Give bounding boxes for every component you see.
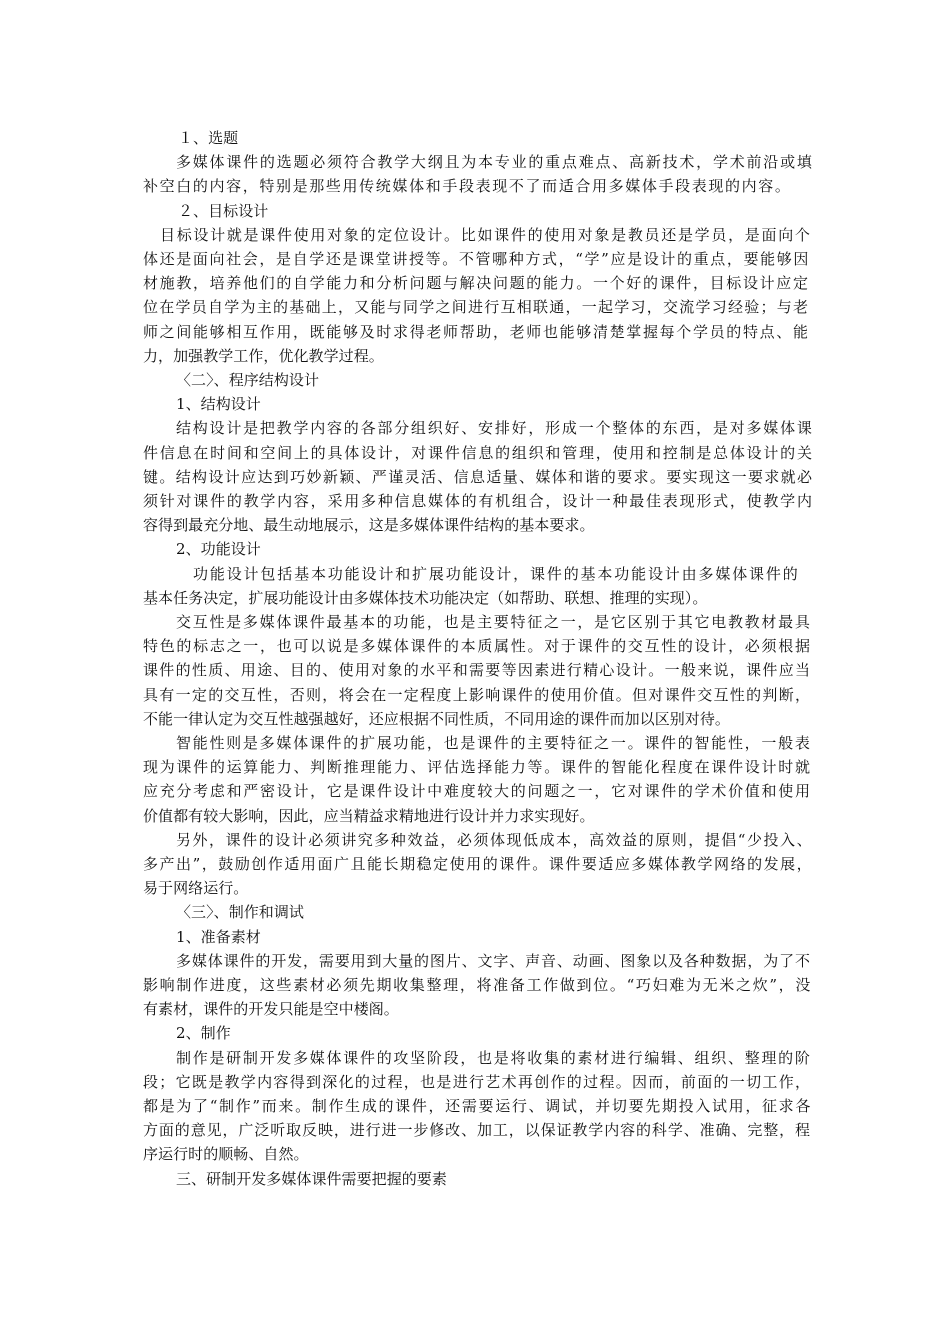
text-line: 〈二〉、程序结构设计 — [176, 371, 320, 389]
text-line: 材施教，培养他们的自学能力和分析问题与解决问题的能力。一个好的课件，目标设计应定 — [143, 274, 810, 292]
text-line: 1、准备素材 — [176, 928, 261, 946]
text-line: 多媒体课件的开发，需要用到大量的图片、文字、声音、动画、图象以及各种数据，为了不 — [176, 952, 811, 970]
text-line: ２、目标设计 — [178, 202, 269, 220]
text-line: 三、研制开发多媒体课件需要把握的要素 — [176, 1170, 447, 1188]
text-line: 键。结构设计应达到巧妙新颖、严谨灵活、信息适量、媒体和谐的要求。要实现这一要求就必 — [143, 468, 814, 486]
text-line: 另外，课件的设计必须讲究多种效益，必须体现低成本，高效益的原则，提倡“少投入、 — [176, 831, 814, 849]
text-line: 方面的意见，广泛听取反映，进行进一步修改、加工，以保证教学内容的科学、准确、完整，程 — [143, 1121, 811, 1139]
text-line: 2、功能设计 — [176, 540, 261, 558]
text-line: 师之间能够相互作用，既能够及时求得老师帮助，老师也能够清楚掌握每个学员的特点、能 — [143, 323, 810, 341]
text-line: 容得到最充分地、最生动地展示，这是多媒体课件结构的基本要求。 — [143, 516, 595, 534]
text-line: 2、制作 — [176, 1024, 231, 1042]
text-line: 课件的性质、用途、目的、使用对象的水平和需要等因素进行精心设计。一般来说，课件应当 — [143, 661, 812, 679]
text-line: 应充分考虑和严密设计，它是课件设计中难度较大的问题之一，它对课件的学术价值和使用 — [143, 782, 812, 800]
text-line: 易于网络运行。 — [143, 879, 249, 897]
text-line: 目标设计就是课件使用对象的定位设计。比如课件的使用对象是教员还是学员，是面向个 — [160, 226, 812, 244]
text-line: 交互性是多媒体课件最基本的功能，也是主要特征之一，是它区别于其它电教教材最具 — [176, 613, 812, 631]
text-line: 价值都有较大影响，因此，应当精益求精地进行设计并力求实现好。 — [143, 807, 595, 825]
text-line: 位在学员自学为主的基础上，又能与同学之间进行互相联通，一起学习，交流学习经验；与老 — [143, 298, 810, 316]
text-line: 特色的标志之一，也可以说是多媒体课件的本质属性。对于课件的交互性的设计，必须根据 — [143, 637, 812, 655]
text-line: 补空白的内容，特别是那些用传统媒体和手段表现不了而适合用多媒体手段表现的内容。 — [143, 177, 792, 195]
text-line: 智能性则是多媒体课件的扩展功能，也是课件的主要特征之一。课件的智能性，一般表 — [176, 734, 812, 752]
text-line: 结构设计是把教学内容的各部分组织好、安排好，形成一个整体的东西，是对多媒体课 — [176, 419, 814, 437]
text-line: 多媒体课件的选题必须符合教学大纲且为本专业的重点难点、高新技术，学术前沿或填 — [176, 153, 814, 171]
text-line: 都是为了“制作”而来。制作生成的课件，还需要运行、调试，并切要先期投入试用，征求各 — [143, 1097, 813, 1115]
text-line: 现为课件的运算能力、判断推理能力、评估选择能力等。课件的智能化程度在课件设计时就 — [143, 758, 812, 776]
text-line: 制作是研制开发多媒体课件的攻坚阶段，也是将收集的素材进行编辑、组织、整理的阶 — [176, 1049, 812, 1067]
text-line: 影响制作进度，这些素材必须先期收集整理，将准备工作做到位。“巧妇难为无米之炊”，没 — [143, 976, 813, 994]
text-line: 有素材，课件的开发只能是空中楼阁。 — [143, 1000, 399, 1018]
text-line: 须针对课件的教学内容，采用多种信息媒体的有机组合，设计一种最佳表现形式，使教学内 — [143, 492, 814, 510]
text-line: 不能一律认定为交互性越强越好，还应根据不同性质，不同用途的课件而加以区别对待。 — [143, 710, 730, 728]
text-line: 件信息在时间和空间上的具体设计，对课件信息的组织和管理，使用和控制是总体设计的关 — [143, 444, 814, 462]
text-line: 〈三〉、制作和调试 — [176, 903, 304, 921]
text-line: 基本任务决定，扩展功能设计由多媒体技术功能决定（如帮助、联想、推理的实现）。 — [143, 589, 708, 607]
text-line: 体还是面向社会，是自学还是课堂讲授等。不管哪种方式，“学”应是设计的重点，要能够因 — [143, 250, 810, 268]
text-line: 序运行时的顺畅、自然。 — [143, 1145, 309, 1163]
text-line: 1、结构设计 — [176, 395, 261, 413]
text-line: 具有一定的交互性，否则，将会在一定程度上影响课件的使用价值。但对课件交互性的判断， — [143, 686, 812, 704]
text-line: 功能设计包括基本功能设计和扩展功能设计，课件的基本功能设计由多媒体课件的 — [193, 565, 800, 583]
text-line: 多产出”，鼓励创作适用面广且能长期稳定使用的课件。课件要适应多媒体教学网络的发展， — [143, 855, 814, 873]
text-line: １、选题 — [178, 129, 239, 147]
text-line: 力，加强教学工作，优化教学过程。 — [143, 347, 384, 365]
text-line: 段；它既是教学内容得到深化的过程，也是进行艺术再创作的过程。因而，前面的一切工作， — [143, 1073, 812, 1091]
